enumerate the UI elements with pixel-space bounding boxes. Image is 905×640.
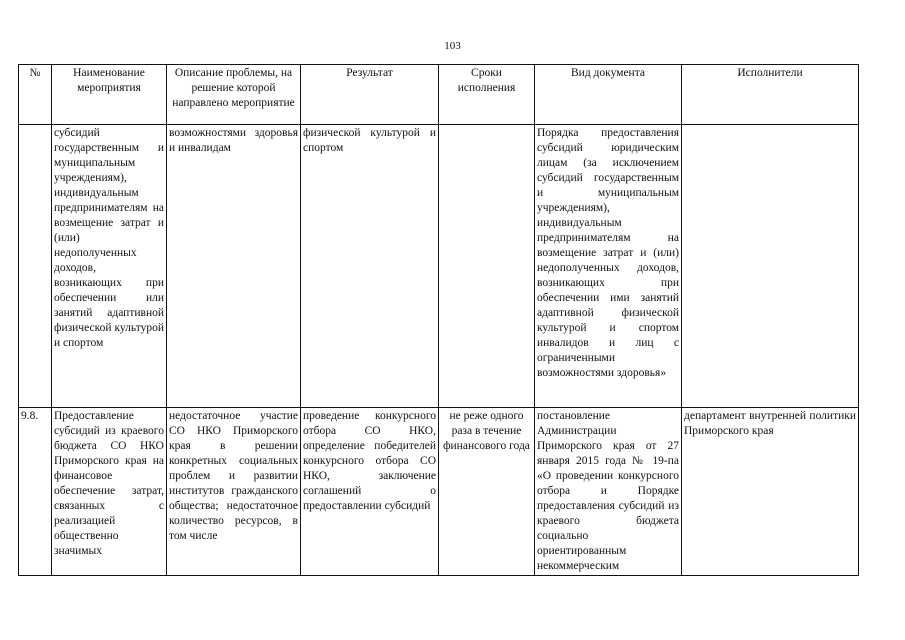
cell-executors <box>682 125 859 408</box>
measures-table <box>18 64 859 576</box>
header-doc-type: Вид документа <box>535 65 682 125</box>
cell-num <box>19 125 52 408</box>
cell-name: Предоставление субсидий из краевого бюджета СО НКО Приморского края на финансовое обеспечение затрат, связанных с реализацией общественно значимых <box>52 408 167 576</box>
header-num: № <box>19 65 52 125</box>
cell-doc-type: Порядка предоставления субсидий юридическим лицам (за исключением субсидий государственным и муниципальным учреждениям), индивидуальным предпринимателям на возмещение затрат и (или) недополученных доходов, возникающих при обеспечении ими занятий адаптивной физической культурой и спортом инвалидов и лиц с ограниченными возможностями здоровья» <box>535 125 682 408</box>
header-result: Результат <box>301 65 439 125</box>
header-problem: Описание проблемы, на решение которой направлено мероприятие <box>167 65 301 125</box>
cell-result: физической культурой и спортом <box>301 125 439 408</box>
header-executors: Исполнители <box>682 65 859 125</box>
cell-num: 9.8. <box>19 408 52 576</box>
page-number: 103 <box>444 40 461 52</box>
cell-problem: недостаточное участие СО НКО Приморского края в решении конкретных социальных проблем и развитии институтов гражданского общества; недостаточное количество ресурсов, в том числе <box>167 408 301 576</box>
header-name: Наименование мероприятия <box>52 65 167 125</box>
cell-executors: департамент внутренней политики Приморского края <box>682 408 859 576</box>
cell-terms <box>439 125 535 408</box>
cell-terms: не реже одного раза в течение финансового года <box>439 408 535 576</box>
table-row <box>19 408 859 576</box>
header-terms: Сроки исполнения <box>439 65 535 125</box>
table-row <box>19 125 859 408</box>
table-header-row <box>19 65 859 125</box>
cell-doc-type: постановление Администрации Приморского края от 27 января 2015 года № 19-па «О проведении конкурсного отбора и Порядке предоставления субсидий из краевого бюджета социально ориентированным некоммерческим <box>535 408 682 576</box>
cell-result: проведение конкурсного отбора СО НКО, определение победителей конкурсного отбора СО НКО, заключение соглашений о предоставлении субсидий <box>301 408 439 576</box>
cell-problem: возможностями здоровья и инвалидам <box>167 125 301 408</box>
cell-name: субсидий государственным и муниципальным учреждениям), индивидуальным предпринимателям на возмещение затрат и (или) недополученных доходов, возникающих при обеспечении или занятий адаптивной физической культурой и спортом <box>52 125 167 408</box>
